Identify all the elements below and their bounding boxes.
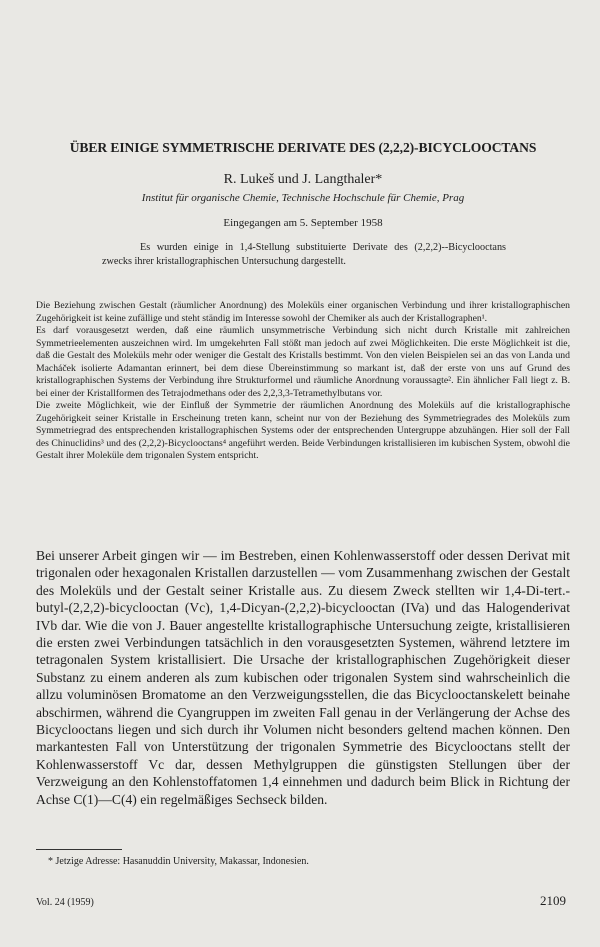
author-affiliation: Institut für organische Chemie, Technische Hochschule für Chemie, Prag xyxy=(141,192,465,204)
article-title: ÜBER EINIGE SYMMETRISCHE DERIVATE DES (2,2,2)-BICYCLOOCTANS xyxy=(69,140,537,155)
footnote-divider xyxy=(36,849,122,850)
introduction xyxy=(36,300,570,463)
received-date: Eingegangen am 5. September 1958 xyxy=(223,217,383,229)
abstract: Es wurden einige in 1,4-Stellung substituierte Derivate des (2,2,2)--Bicyclooctans zwecks ihrer kristallographischen Untersuchung dargestellt. xyxy=(102,242,506,267)
page-number: 2109 xyxy=(540,893,566,908)
main-paragraph: Bei unserer Arbeit gingen wir — im Bestreben, einen Kohlenwasserstoff oder dessen Derivat mit trigonalen oder hexagonalen Kristallen darzustellen — vom Zusammenhang zwischen der Gestalt des Moleküls und der Gestalt seiner Kristalle aus. Zu diesem Zweck stellten wir 1,4-Di-tert.-butyl-(2,2,2)-bicyclooctan (Vc), 1,4-Dicyan-(2,2,2)-bicyclooctan (IVa) und das Halogenderivat IVb dar. Wie die von J. Bauer angestellte kristallographische Untersuchung zeigte, kristallisieren die ersten zwei Verbindungen tatsächlich in den vorausgesetzten Systemen, während letztere im tetragonalen System kristallisiert. Die Ursache der kristallographischen Zugehörigkeit dieser Substanz zu einem anderen als zum kubischen oder trigonalen System sind wahrscheinlich die allzu voluminösen Bromatome an den Verzweigungsstellen, die das Bicyclooctanskelett beinahe abschirmen, während die Cyangruppen im zweiten Fall genau in der Verlängerung der Achse des Bicyclooctans liegen und sich durch ihr Volumen nicht besonders geltend machen können. Den markantesten Fall von Unterstützung der trigonalen Symmetrie des Bicyclooctans stellt der Kohlenwasserstoff Vc dar, dessen Methylgruppen die günstigsten Stellungen über der Verzweigung an den Kohlenstoffatomen 1,4 einnehmen und dadurch beim Blick in Richtung der Achse C(1)—C(4) ein regelmäßiges Sechseck bilden. xyxy=(36,548,570,807)
intro-paragraph: Die Beziehung zwischen Gestalt (räumlicher Anordnung) des Moleküls einer organischen Verbindung und ihrer kristallographischen Zugehörigkeit ist keine zufällige und steht ständig im Interesse sowohl der Chemiker als auch der Kristallographen¹. xyxy=(36,300,570,324)
article-authors: R. Lukeš und J. Langthaler* xyxy=(223,172,383,187)
intro-paragraph: Es darf vorausgesetzt werden, daß eine räumlich unsymmetrische Verbindung sich nicht durch Kristalle mit zahlreichen Symmetrieelementen auszeichnen wird. Im umgekehrten Fall stößt man jedoch auf zwei Möglichkeiten. Die erste Möglichkeit ist die, daß die Gestalt des Moleküls mehr oder weniger die Gestalt des Kristalls bestimmt. Von den vielen Beispielen sei an das von Landa und Macháček isolierte Adamantan erinnert, bei dem diese Übereinstimmung so markant ist, daß der erste von uns auf Grund des kristallographischen Systems der Verbindung ihre Strukturformel und räumliche Anordnung voraussagte². Ein ähnlicher Fall liegt z. B. bei einer der Kristallformen des Tetrajodmethans oder des 2,2,3,3-Tetramethylbutans vor. xyxy=(36,325,570,399)
volume-info: Vol. 24 (1959) xyxy=(36,897,94,908)
footnote: * Jetzige Adresse: Hasanuddin University, Makassar, Indonesien. xyxy=(48,856,309,867)
intro-paragraph: Die zweite Möglichkeit, wie der Einfluß der Symmetrie der räumlichen Anordnung des Moleküls auf die kristallographische Zugehörigkeit seiner Kristalle in Erscheinung treten kann, scheint nur von der Beziehung des Symmetriegrades des Moleküls zum Symmetriegrad des entsprechenden kristallographischen Systems oder der entsprechenden Untergruppe abzuhängen. Hier soll der Fall des Chinuclidins³ und des (2,2,2)-Bicyclooctans⁴ angeführt werden. Beide Verbindungen kristallisieren im kubischen System, obwohl die Gestalt ihrer Moleküle dem trigonalen System entspricht. xyxy=(36,400,570,461)
